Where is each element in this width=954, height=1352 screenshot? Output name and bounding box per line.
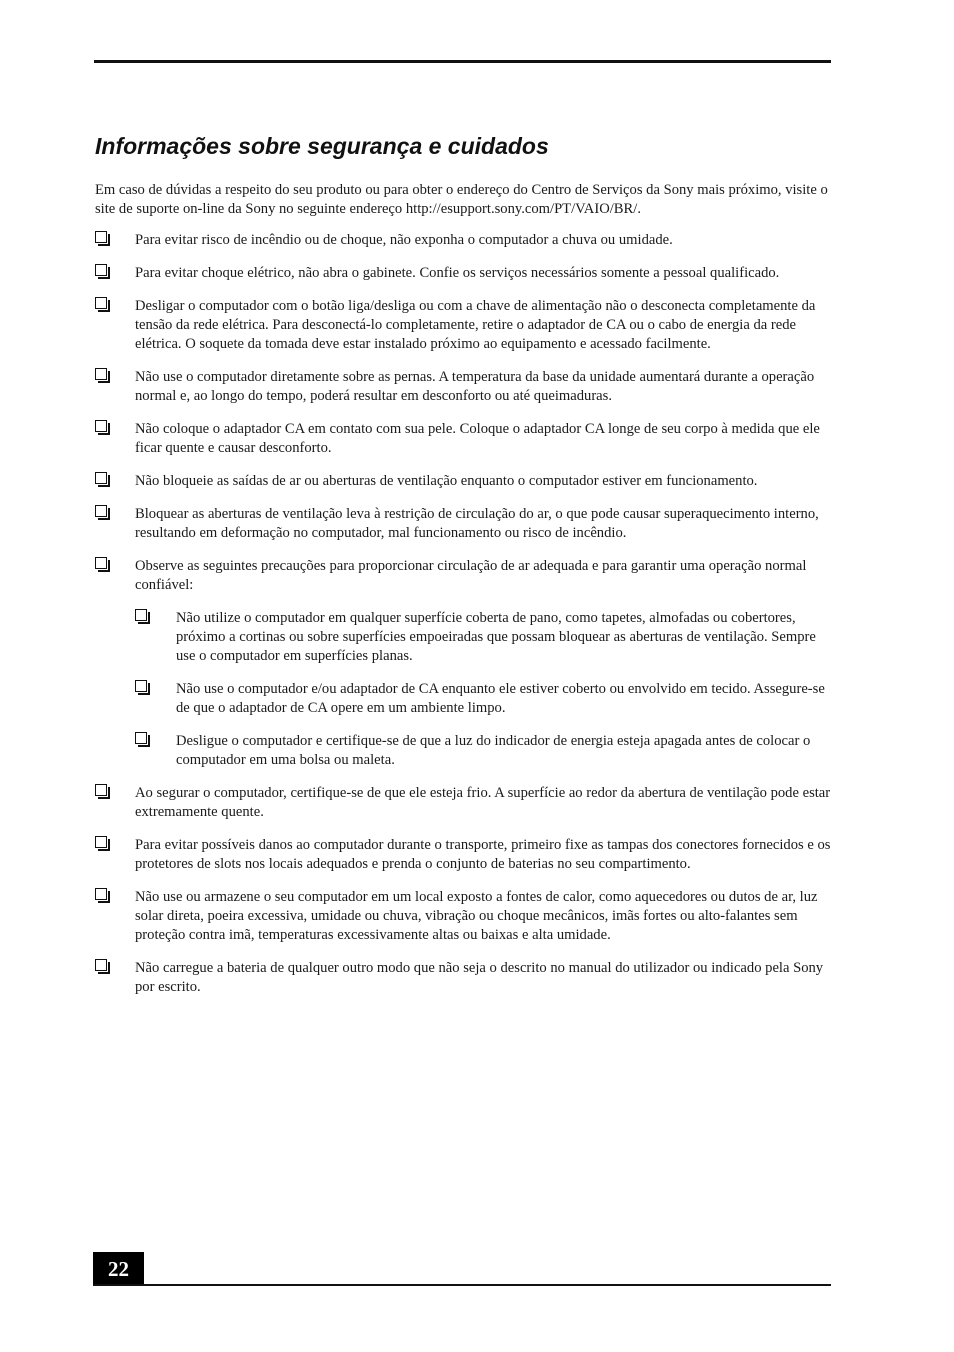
header-rule (94, 60, 831, 63)
list-item: Não carregue a bateria de qualquer outro modo que não seja o descrito no manual do utilizador ou indicado pela Sony por escrito. (95, 959, 831, 997)
list-item: Não use o computador diretamente sobre as pernas. A temperatura da base da unidade aumentará durante a operação normal e, ao longo do tempo, poderá resultar em desconforto ou até queimaduras. (95, 368, 831, 406)
checkbox-bullet-icon (95, 959, 109, 973)
sub-list-item: Não utilize o computador em qualquer superfície coberta de pano, como tapetes, almofadas ou cobertores, próximo a cortinas ou sobre superfícies empoeiradas que possam bloquear as aberturas de ventilação. Sempre use o computador em superfícies planas. (135, 609, 831, 666)
sub-list (135, 609, 831, 770)
list-item: Não bloqueie as saídas de ar ou aberturas de ventilação enquanto o computador estiver em funcionamento. (95, 472, 831, 491)
checkbox-bullet-icon (95, 368, 109, 382)
checkbox-bullet-icon (95, 784, 109, 798)
checkbox-bullet-icon (135, 732, 149, 746)
list-item: Não coloque o adaptador CA em contato com sua pele. Coloque o adaptador CA longe de seu corpo à medida que ele ficar quente e causar desconforto. (95, 420, 831, 458)
intro-paragraph: Em caso de dúvidas a respeito do seu produto ou para obter o endereço do Centro de Serviços da Sony mais próximo, visite o site de suporte on-line da Sony no seguinte endereço http://esupport.sony.com/PT/VAIO/BR/. (95, 182, 828, 217)
checkbox-bullet-icon (95, 264, 109, 278)
checkbox-bullet-icon (95, 888, 109, 902)
checkbox-bullet-icon (95, 297, 109, 311)
checkbox-bullet-icon (95, 836, 109, 850)
checkbox-bullet-icon (95, 472, 109, 486)
list-item: Para evitar possíveis danos ao computador durante o transporte, primeiro fixe as tampas dos conectores fornecidos e os protetores de slots nos locais adequados e prenda o conjunto de baterias no seu compartimento. (95, 836, 831, 874)
list-item: Para evitar risco de incêndio ou de choque, não exponha o computador a chuva ou umidade. (95, 231, 831, 250)
list-item: Bloquear as aberturas de ventilação leva à restrição de circulação do ar, o que pode causar superaquecimento interno, resultando em deformação no computador, mal funcionamento ou risco de incêndio. (95, 505, 831, 543)
checkbox-bullet-icon (135, 680, 149, 694)
page-heading: Informações sobre segurança e cuidados (95, 133, 549, 159)
footer-rule (93, 1284, 831, 1286)
checkbox-bullet-icon (95, 231, 109, 245)
sub-list-item: Não use o computador e/ou adaptador de CA enquanto ele estiver coberto ou envolvido em tecido. Assegure-se de que o adaptador de CA opere em um ambiente limpo. (135, 680, 831, 718)
list-item: Desligar o computador com o botão liga/desliga ou com a chave de alimentação não o desconecta completamente da tensão da rede elétrica. Para desconectá-lo completamente, retire o adaptador de CA ou o cabo de energia da rede elétrica. O soquete da tomada deve estar instalado próximo ao equipamento e acessado facilmente. (95, 297, 831, 354)
checkbox-bullet-icon (135, 609, 149, 623)
sub-list-item: Desligue o computador e certifique-se de que a luz do indicador de energia esteja apagada antes de colocar o computador em uma bolsa ou maleta. (135, 732, 831, 770)
checkbox-bullet-icon (95, 557, 109, 571)
list-item: Não use ou armazene o seu computador em um local exposto a fontes de calor, como aquecedores ou dutos de ar, luz solar direta, poeira excessiva, umidade ou chuva, vibração ou choque mecânicos, imãs fortes ou alto-falantes sem proteção contra imã, temperaturas excessivamente altas ou baixas e alta umidade. (95, 888, 831, 945)
checkbox-bullet-icon (95, 505, 109, 519)
page-number: 22 (108, 1256, 129, 1281)
list-item: Observe as seguintes precauções para proporcionar circulação de ar adequada e para garantir uma operação normal confiável: Não utilize o computador em qualquer superfície coberta de pano, como tapetes, almofadas ou cobertores, próximo a cortinas ou sobre superfícies empoeiradas que possam bloquear as aberturas de ventilação. Sempre use o computador em superfícies planas. Não use o computador e/ou adaptador de CA enquanto ele estiver coberto ou envolvido em tecido. Assegure-se de que o adaptador de CA opere em um ambiente limpo. Desligue o computador e certifique-se de que a luz do indicador de energia esteja apagada antes de colocar o computador em uma bolsa ou maleta. (95, 557, 831, 770)
safety-list (95, 231, 831, 1011)
checkbox-bullet-icon (95, 420, 109, 434)
list-item: Para evitar choque elétrico, não abra o gabinete. Confie os serviços necessários somente a pessoal qualificado. (95, 264, 831, 283)
page-number-badge (93, 1252, 144, 1286)
list-item: Ao segurar o computador, certifique-se de que ele esteja frio. A superfície ao redor da abertura de ventilação pode estar extremamente quente. (95, 784, 831, 822)
